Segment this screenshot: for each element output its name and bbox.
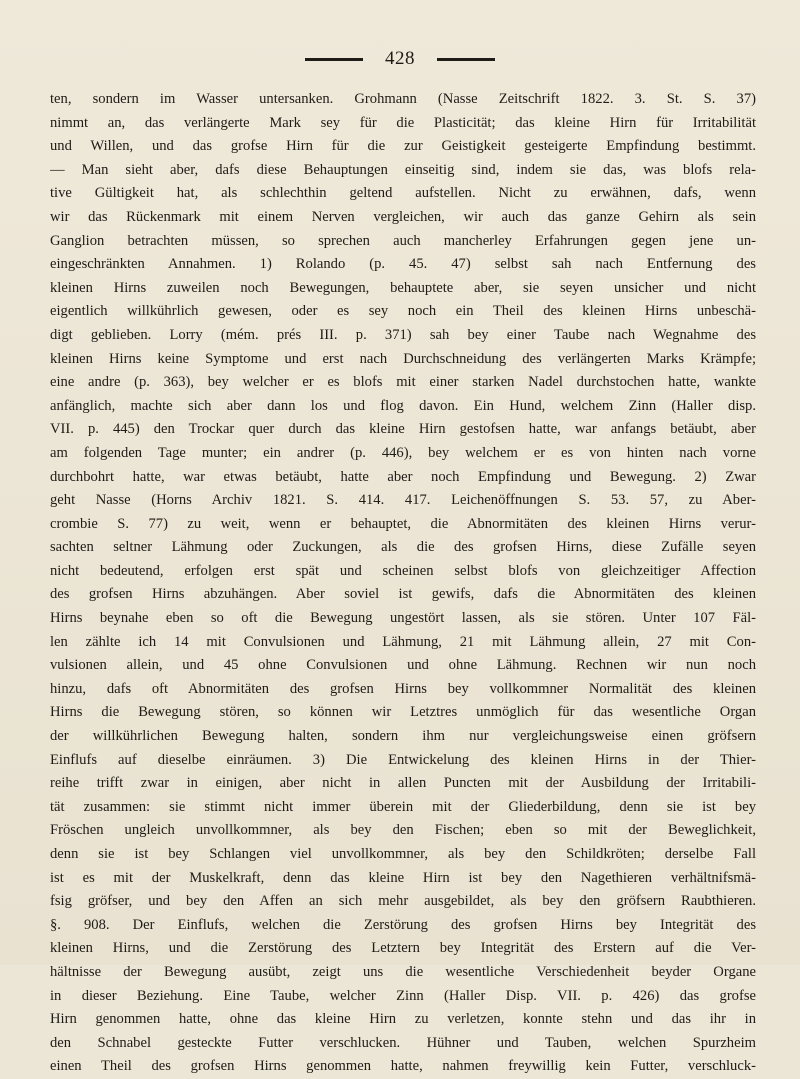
header-rule-left bbox=[305, 58, 363, 61]
text-line: in dieser Beziehung. Eine Taube, welcher Zinn (Haller Disp. VII. p. 426) das grofse bbox=[50, 987, 756, 1004]
text-line: ist es mit der Muskelkraft, denn das kleine Hirn ist bey den Nagethieren verhältnifsmä- bbox=[50, 869, 756, 886]
text-line: tive Gültigkeit hat, als schlechthin geltend aufstellen. Nicht zu erwähnen, dafs, wenn bbox=[50, 185, 756, 202]
text-line: nimmt an, das verlängerte Mark sey für die Plasticität; das kleine Hirn für Irritabilität bbox=[50, 114, 756, 131]
text-line: Hirns die Bewegung stören, so können wir Letztres unmöglich für das wesentliche Organ bbox=[50, 704, 756, 721]
text-line: der willkührlichen Bewegung halten, sondern ihm nur vergleichungsweise einen gröfsern bbox=[50, 728, 756, 745]
text-line: am folgenden Tage munter; ein andrer (p. 446), bey welchem er es von hinten nach vorne bbox=[50, 444, 756, 461]
text-line: Fröschen ungleich unvollkommner, als bey den Fischen; eben so mit der Beweglichkeit, bbox=[50, 822, 756, 839]
text-line: anfänglich, machte sich aber dann los und flog davon. Ein Hund, welchem Zinn (Haller disp. bbox=[50, 397, 756, 414]
header-rule-right bbox=[437, 58, 495, 61]
body-text bbox=[50, 88, 756, 1079]
text-line: ten, sondern im Wasser untersanken. Grohmann (Nasse Zeitschrift 1822. 3. St. S. 37) bbox=[50, 91, 756, 107]
page-header bbox=[0, 44, 800, 74]
text-line: nicht bedeutend, erfolgen erst spät und scheinen selbst blofs von gleichzeitiger Affection bbox=[50, 562, 756, 579]
text-line: Hirn genommen hatte, ohne das kleine Hirn zu verletzen, konnte stehn und das ihr in bbox=[50, 1011, 756, 1028]
page-number: 428 bbox=[385, 48, 415, 69]
text-line: crombie S. 77) zu weit, wenn er behauptet, die Abnormitäten des kleinen Hirns verur- bbox=[50, 515, 756, 532]
text-line: eingeschränkten Annahmen. 1) Rolando (p. 45. 47) selbst sah nach Entfernung des bbox=[50, 256, 756, 273]
text-line: und Willen, und das grofse Hirn für die zur Geistigkeit gesteigerte Empfindung bestimmt. bbox=[50, 138, 756, 155]
text-line: digt geblieben. Lorry (mém. prés III. p. 371) sah bey einer Taube nach Wegnahme des bbox=[50, 326, 756, 343]
text-line: sachten seltner Lähmung oder Zuckungen, als die des grofsen Hirns, diese Zufälle seyen bbox=[50, 539, 756, 556]
text-line: tät zusammen: sie stimmt nicht immer überein mit der Gliederbildung, denn sie ist bey bbox=[50, 798, 756, 815]
text-line: kleinen Hirns keine Symptome und erst nach Durchschneidung des verlängerten Marks Krämpfe; bbox=[50, 350, 756, 367]
text-line: eine andre (p. 363), bey welcher er es blofs mit einer starken Nadel durchstochen hatte, wankte bbox=[50, 374, 756, 391]
text-line: vulsionen allein, und 45 ohne Convulsionen und ohne Lähmung. Rechnen wir nun noch bbox=[50, 657, 756, 674]
text-line: kleinen Hirns, und die Zerstörung des Letztern bey Integrität des Erstern auf die Ver- bbox=[50, 940, 756, 957]
text-line: reihe trifft zwar in einigen, aber nicht in allen Puncten mit der Ausbildung der Irritabili- bbox=[50, 775, 756, 792]
text-line: Einflufs auf dieselbe einräumen. 3) Die Entwickelung des kleinen Hirns in der Thier- bbox=[50, 751, 756, 768]
text-line: fsig gröfser, und bey den Affen an sich mehr ausgebildet, als bey den gröfsern Raubthieren. bbox=[50, 893, 756, 910]
text-line: einen Theil des grofsen Hirns genommen hatte, nahmen freywillig kein Futter, verschluck- bbox=[50, 1058, 756, 1075]
text-line: den Schnabel gesteckte Futter verschlucken. Hühner und Tauben, welchen Spurzheim bbox=[50, 1034, 756, 1051]
text-line: eigentlich willkührlich gewesen, oder es sey noch ein Theil des kleinen Hirns unbeschä- bbox=[50, 303, 756, 320]
text-line: len zählte ich 14 mit Convulsionen und Lähmung, 21 mit Lähmung allein, 27 mit Con- bbox=[50, 633, 756, 650]
text-line: Ganglion betrachten müssen, so sprechen auch mancherley Erfahrungen gegen jene un- bbox=[50, 232, 756, 249]
text-line: durchbohrt hatte, war etwas betäubt, hatte aber noch Empfindung und Bewegung. 2) Zwar bbox=[50, 468, 756, 485]
text-line: denn sie ist bey Schlangen viel unvollkommner, als bey den Schildkröten; derselbe Fall bbox=[50, 846, 756, 862]
text-line: des grofsen Hirns abzuhängen. Aber soviel ist gewifs, dafs die Abnormitäten des kleinen bbox=[50, 586, 756, 603]
text-line: — Man sieht aber, dafs diese Behauptungen einseitig sind, indem sie das, was blofs rela- bbox=[50, 161, 756, 178]
text-line: kleinen Hirns zuweilen noch Bewegungen, behauptete aber, sie seyen unsicher und nicht bbox=[50, 279, 756, 296]
text-line: geht Nasse (Horns Archiv 1821. S. 414. 417. Leichenöffnungen S. 53. 57, zu Aber- bbox=[50, 492, 756, 509]
text-line: VII. p. 445) den Trockar quer durch das kleine Hirn gestofsen hatte, war anfangs betäubt, aber bbox=[50, 421, 756, 438]
text-line: hältnisse der Bewegung ausübt, zeigt uns die wesentliche Verschiedenheit beyder Organe bbox=[50, 963, 756, 980]
text-line: wir das Rückenmark mit einem Nerven vergleichen, wir auch das ganze Gehirn als sein bbox=[50, 208, 756, 225]
text-line: hinzu, dafs oft Abnormitäten des grofsen Hirns bey vollkommner Normalität des kleinen bbox=[50, 680, 756, 697]
text-line: §. 908. Der Einflufs, welchen die Zerstörung des grofsen Hirns bey Integrität des bbox=[50, 916, 756, 933]
text-line: Hirns beynahe eben so oft die Bewegung ungestört lassen, als sie stören. Unter 107 Fäl- bbox=[50, 610, 756, 627]
